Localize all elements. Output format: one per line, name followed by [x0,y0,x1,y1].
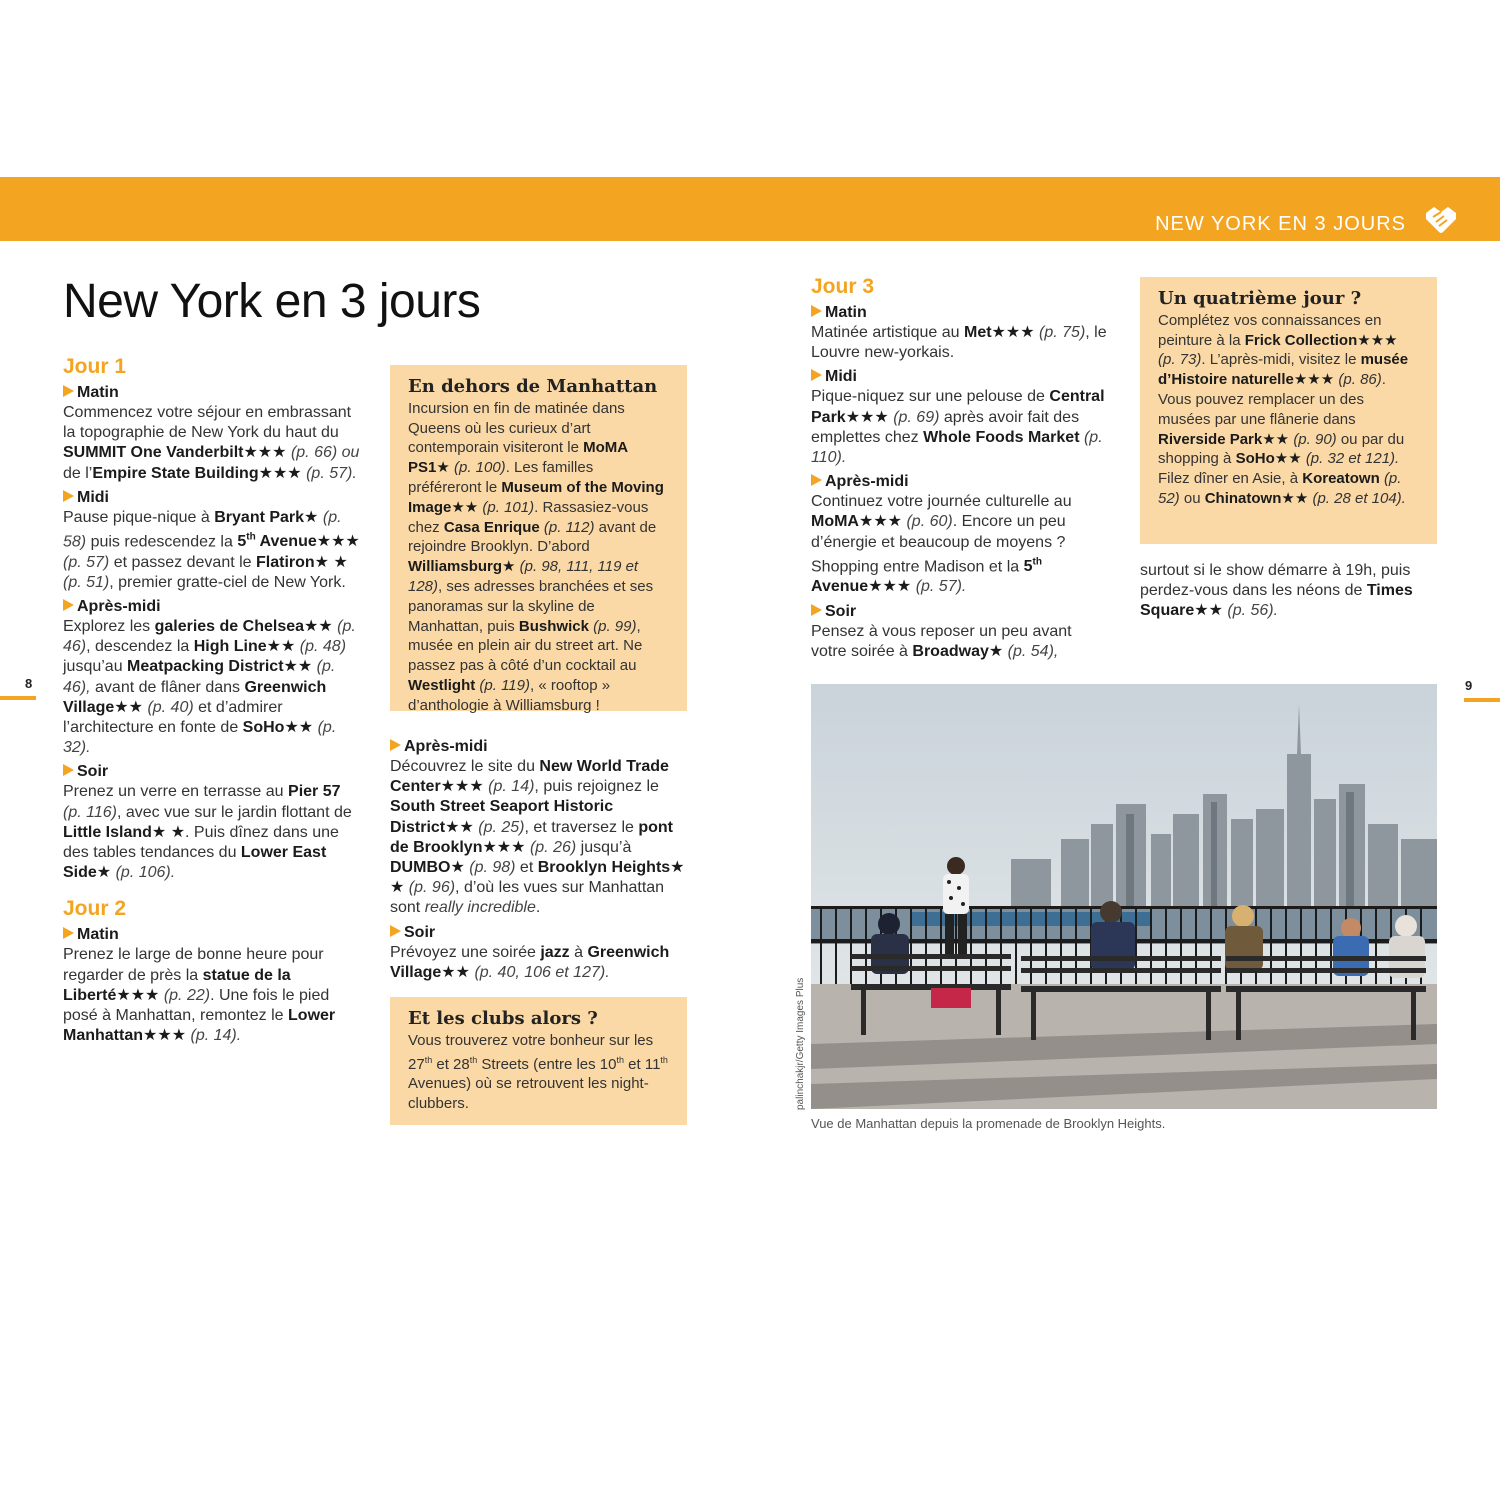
section-apres-midi: Après-midi [390,737,687,757]
box-text: Complétez vos connaissances en peinture à la Frick Collection★★★ (p. 73). L’après-midi, visitez le musée d’Histoire naturelle★★★ (p. 86). Vous pouvez remplacer un des musées par une flânerie dans Riverside Park★★ (p. 90) ou par du shopping à SoHo★★ (p. 32 et 121). Filez dîner en Asie, à Koreatown (p. 52) ou Chinatown★★ (p. 28 et 104). [1158,311,1409,507]
triangle-icon [63,599,74,611]
page-marker-left [0,696,36,700]
triangle-icon [811,604,822,616]
photo-credit: palinchakjr/Getty Images Plus [795,977,806,1110]
section-apres-midi: Après-midi [63,597,363,617]
section-soir: Soir [63,762,363,782]
box-text: Incursion en fin de matinée dans Queens où les curieux d’art contemporain visiteront le MoMA PS1★ (p. 100). Les familles préféreront le Museum of the Moving Image★★ (p. 101). Rassasiez-vous chez Casa Enrique (p. 112) avant de rejoindre Brooklyn. D’abord Williamsburg★ (p. 98, 111, 119 et 128), ses adresses branchées et ses panoramas sur la skyline de Manhattan, puis Bushwick (p. 99), musée en plein air du street art. Ne passez pas à côté d’un cocktail au Westlight (p. 119), « rooftop » d’anthologie à Williamsburg ! [408,399,664,714]
header-band [0,177,1500,241]
column-2-text [390,733,687,983]
paragraph: Pique-niquez sur une pelouse de Central Park★★★ (p. 69) après avoir fait des emplettes chez Whole Foods Market (p. 110). [811,388,1105,467]
paragraph: Prenez le large de bonne heure pour regarder de près la statue de la Liberté★★★ (p. 22). Une fois le pied posé à Manhattan, remontez le Lower Manhattan★★★ (p. 14). [63,946,336,1045]
column-4-text [1140,561,1437,622]
triangle-icon [811,369,822,381]
paragraph: Prenez un verre en terrasse au Pier 57 (p. 116), avec vue sur le jardin flottant de Little Island★ ★. Puis dînez dans une des tables tendances du Lower East Side★ (p. 106). [63,783,352,882]
photo-caption: Vue de Manhattan depuis la promenade de Brooklyn Heights. [811,1116,1166,1131]
page-marker-right [1464,698,1500,702]
paragraph: Commencez votre séjour en embrassant la topographie de New York du haut du SUMMIT One Vanderbilt★★★ (p. 66) ou de l’Empire State Building★★★ (p. 57). [63,404,360,482]
section-matin: Matin [63,925,363,945]
page-number-right: 9 [1465,678,1473,693]
triangle-icon [63,927,74,939]
section-soir: Soir [390,923,687,943]
handshake-icon [1424,205,1458,235]
section-midi: Midi [811,367,1111,387]
paragraph: Prévoyez une soirée jazz à Greenwich Village★★ (p. 40, 106 et 127). [390,943,670,981]
page-title: New York en 3 jours [63,275,481,328]
triangle-icon [811,305,822,317]
box-title: Et les clubs alors ? [408,1008,598,1029]
day-heading: Jour 3 [811,275,875,298]
paragraph: Pensez à vous reposer un peu avant votre soirée à Broadway★ (p. 54), [811,622,1072,660]
paragraph: Pause pique-nique à Bryant Park★ (p. 58) puis redescendez la 5th Avenue★★★ (p. 57) et passez devant le Flatiron★ ★ (p. 51), premier gratte-ciel de New York. [63,508,360,591]
sidebar-box-outside-manhattan [390,365,687,714]
day-heading: Jour 2 [63,897,127,921]
paragraph: Explorez les galeries de Chelsea★★ (p. 46), descendez la High Line★★ (p. 48) jusqu’au Meatpacking District★★ (p. 46), avant de flâner dans Greenwich Village★★ (p. 40) et d’admirer l’architecture en fonte de SoHo★★ (p. 32). [63,617,356,757]
triangle-icon [390,739,401,751]
day-heading: Jour 1 [63,355,127,378]
triangle-icon [63,490,74,502]
page-number-left: 8 [25,676,33,691]
section-soir: Soir [811,602,1111,622]
section-apres-midi: Après-midi [811,472,1111,492]
paragraph: Continuez votre journée culturelle au MoMA★★★ (p. 60). Encore un peu d’énergie et beaucoup de moyens ? Shopping entre Madison et la 5th Avenue★★★ (p. 57). [811,493,1072,596]
triangle-icon [63,385,74,397]
triangle-icon [390,925,401,937]
section-matin: Matin [811,303,1111,323]
column-jour-3 [811,275,1111,662]
paragraph: surtout si le show démarre à 19h, puis perdez-vous dans les néons de Times Square★★ (p. 56). [1140,562,1413,620]
section-title: NEW YORK EN 3 JOURS [1155,213,1406,235]
photo-manhattan-skyline [811,684,1437,1109]
triangle-icon [63,764,74,776]
box-title: En dehors de Manhattan [408,376,658,397]
sidebar-box-fourth-day [1140,277,1437,544]
column-jour-1 [63,355,363,1046]
box-text: Vous trouverez votre bonheur sur les 27th et 28th Streets (entre les 10th et 11th Avenues) où se retrouvent les night-clubbers. [408,1031,668,1113]
skyline-illustration [811,684,1437,1109]
section-matin: Matin [63,383,363,403]
section-midi: Midi [63,488,363,508]
sidebar-box-clubs [390,997,687,1125]
box-title: Un quatrième jour ? [1158,288,1362,309]
paragraph: Matinée artistique au Met★★★ (p. 75), le Louvre new-yorkais. [811,324,1107,362]
paragraph: Découvrez le site du New World Trade Center★★★ (p. 14), puis rejoignez le South Street Seaport Historic District★★ (p. 25), et traversez le pont de Brooklyn★★★ (p. 26) jusqu’à DUMBO★ (p. 98) et Brooklyn Heights★ ★ (p. 96), d’où les vues sur Manhattan sont really incredible. [390,758,685,917]
triangle-icon [811,474,822,486]
